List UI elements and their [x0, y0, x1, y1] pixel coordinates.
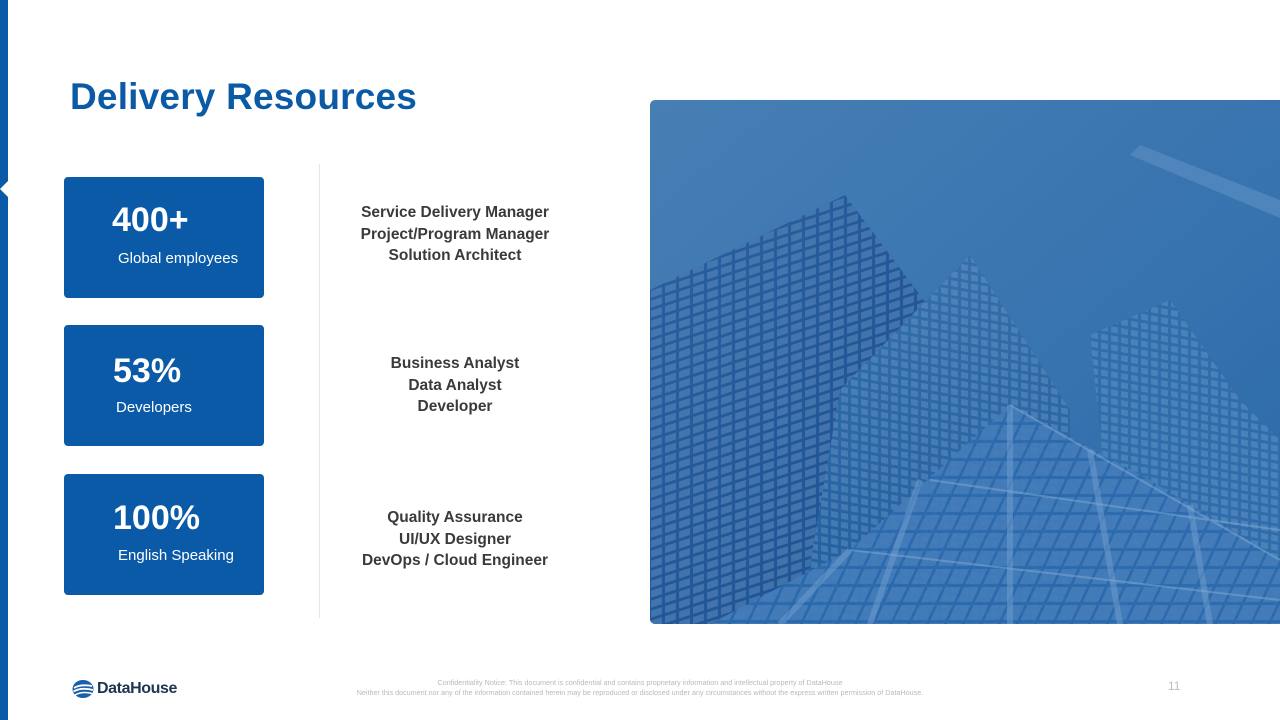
notice-line-2: Neither this document nor any of the information contained herein may be reproduced or disclosed under any circumstances without the express written permission of DataHouse. [356, 687, 924, 697]
stat-value: 100% [113, 499, 200, 537]
role-item: Solution Architect [388, 247, 522, 264]
datahouse-logo [72, 677, 177, 701]
stat-label: Global employees [118, 250, 239, 267]
role-item: Business Analyst [390, 355, 520, 372]
building-photo [650, 100, 1280, 624]
confidentiality-notice [300, 678, 980, 697]
role-group-management [330, 202, 580, 267]
datahouse-logo-icon [72, 679, 94, 699]
stat-label: Developers [116, 399, 192, 416]
vertical-divider [319, 164, 320, 618]
stat-card-employees [64, 177, 264, 298]
stat-card-english [64, 474, 264, 595]
role-group-development [330, 353, 580, 418]
notice-line-1: Confidentiality Notice: This document is confidential and contains proprietary information and intellectual property of DataHouse [437, 678, 843, 687]
role-item: Project/Program Manager [360, 225, 550, 243]
logo-text: DataHouse [97, 680, 177, 697]
stat-value: 400+ [112, 201, 189, 239]
role-item: Quality Assurance [387, 509, 523, 526]
page-number: 11 [1168, 679, 1181, 693]
role-item: UI/UX Designer [399, 530, 511, 548]
role-item: DevOps / Cloud Engineer [361, 552, 549, 569]
role-group-quality [330, 507, 580, 572]
left-accent-notch [0, 178, 11, 200]
role-item: Service Delivery Manager [361, 204, 549, 221]
role-item: Developer [417, 398, 493, 415]
stat-label: English Speaking [118, 547, 234, 564]
left-accent-bar [0, 0, 8, 720]
stat-value: 53% [113, 352, 182, 390]
page-title: Delivery Resources [70, 76, 418, 117]
role-item: Data Analyst [408, 376, 502, 394]
stat-card-developers [64, 325, 264, 446]
